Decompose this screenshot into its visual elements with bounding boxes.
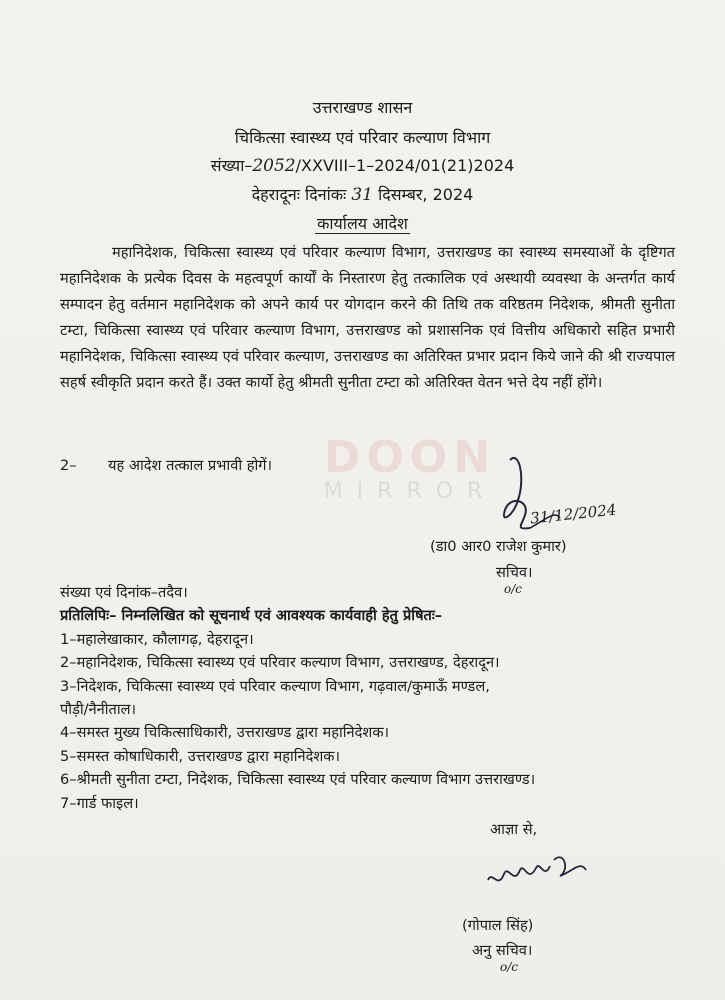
- paragraph-2-text: यह आदेश तत्काल प्रभावी होगें।: [108, 457, 273, 474]
- order-by: आज्ञा से,: [490, 821, 538, 838]
- signatory-1-name: (डा0 आर0 राजेश कुमार): [430, 538, 567, 555]
- dateline: [0, 183, 725, 205]
- list-item: 3–निदेशक, चिकित्सा स्वास्थ्य एवं परिवार कल्याण विभाग, गढ़वाल/कुमाऊँ मण्डल,: [60, 677, 490, 695]
- department-header: चिकित्सा स्वास्थ्य एवं परिवार कल्याण विभाग: [234, 128, 491, 147]
- signatory-1-oc: o/c: [504, 582, 522, 596]
- reference-number: [0, 154, 725, 176]
- list-item: 1–महालेखाकार, कौलागढ़, देहरादून।: [60, 630, 254, 648]
- signature-1-date: 31/12/2024: [529, 500, 618, 528]
- copy-distribution: [60, 581, 700, 815]
- watermark-line1: DOON: [323, 432, 497, 483]
- signatory-2-designation: अनु सचिव।: [472, 942, 533, 959]
- date-handwritten: 31: [351, 185, 373, 205]
- paragraph-2: [60, 455, 272, 475]
- signatory-2-oc: o/c: [500, 960, 518, 974]
- list-item: 4–समस्त मुख्य चिकित्साधिकारी, उत्तराखण्ड द्वारा महानिदेशक।: [60, 724, 390, 742]
- copy-ref-line: संख्या एवं दिनांक–तदैव।: [60, 584, 188, 601]
- watermark-line2: MIRROR: [323, 479, 497, 504]
- copy-intro: प्रतिलिपिः– निम्नलिखित को सूचनार्थ एवं आवश्यक कार्यवाही हेतु प्रेषितः–: [60, 607, 443, 625]
- date-suffix: दिसम्बर, 2024: [378, 185, 474, 204]
- document-title: [0, 212, 725, 234]
- signatory-1-designation: सचिव।: [496, 564, 533, 581]
- list-item: 6–श्रीमती सुनीता टम्टा, निदेशक, चिकित्सा स्वास्थ्य एवं परिवार कल्याण विभाग उत्तराखण्ड।: [60, 771, 536, 789]
- govt-header: उत्तराखण्ड शासन: [312, 98, 413, 117]
- signature-2-icon: [480, 840, 600, 900]
- list-item: 7–गार्ड फाइल।: [60, 794, 139, 812]
- paragraph-2-number: 2–: [60, 457, 77, 474]
- title-text: कार्यालय आदेश: [317, 214, 408, 233]
- paragraph-1: महानिदेशक, चिकित्सा स्वास्थ्य एवं परिवार कल्याण विभाग, उत्तराखण्ड का स्वास्थ्य समस्याओं के दृष्टिगत महानिदेशक के प्रत्येक दिवस के महत्वपूर्ण कार्यों के निस्तारण हेतु तत्कालिक एवं अस्थायी व्यवस्था के अन्तर्गत कार्य सम्पादन हेतु वर्तमान महानिदेशक को अपने कार्य पर योगदान करने की तिथि तक वरिष्ठतम निदेशक, श्रीमती सुनीता टम्टा, चिकित्सा स्वास्थ्य एवं परिवार कल्याण विभाग, उत्तराखण्ड को प्रशासनिक एवं वित्तीय अधिकारो सहित प्रभारी महानिदेशक, चिकित्सा स्वास्थ्य एवं परिवार कल्याण, उत्तराखण्ड का अतिरिक्त प्रभार प्रदान किये जाने की श्री राज्यपाल सहर्ष स्वीकृति प्रदान करते हैं। उक्त कार्यो हेतु श्रीमती सुनीता टम्टा को अतिरिक्त वेतन भत्ते देय नहीं होंगे।: [60, 244, 675, 391]
- ref-suffix: /XXVIII–1–2024/01(21)2024: [295, 156, 515, 175]
- date-prefix: देहरादूनः दिनांकः: [251, 185, 347, 204]
- list-item: 5–समस्त कोषाधिकारी, उत्तराखण्ड द्वारा महानिदेशक।: [60, 747, 341, 765]
- list-item: 2–महानिदेशक, चिकित्सा स्वास्थ्य एवं परिवार कल्याण विभाग, उत्तराखण्ड, देहरादून।: [60, 654, 500, 672]
- ref-prefix: संख्या–: [210, 156, 253, 175]
- ref-handwritten-number: 2052: [252, 156, 296, 176]
- list-item: पौड़ी/नैनीताल।: [60, 701, 137, 719]
- order-body: [60, 240, 675, 396]
- signatory-2-name: (गोपाल सिंह): [462, 917, 534, 934]
